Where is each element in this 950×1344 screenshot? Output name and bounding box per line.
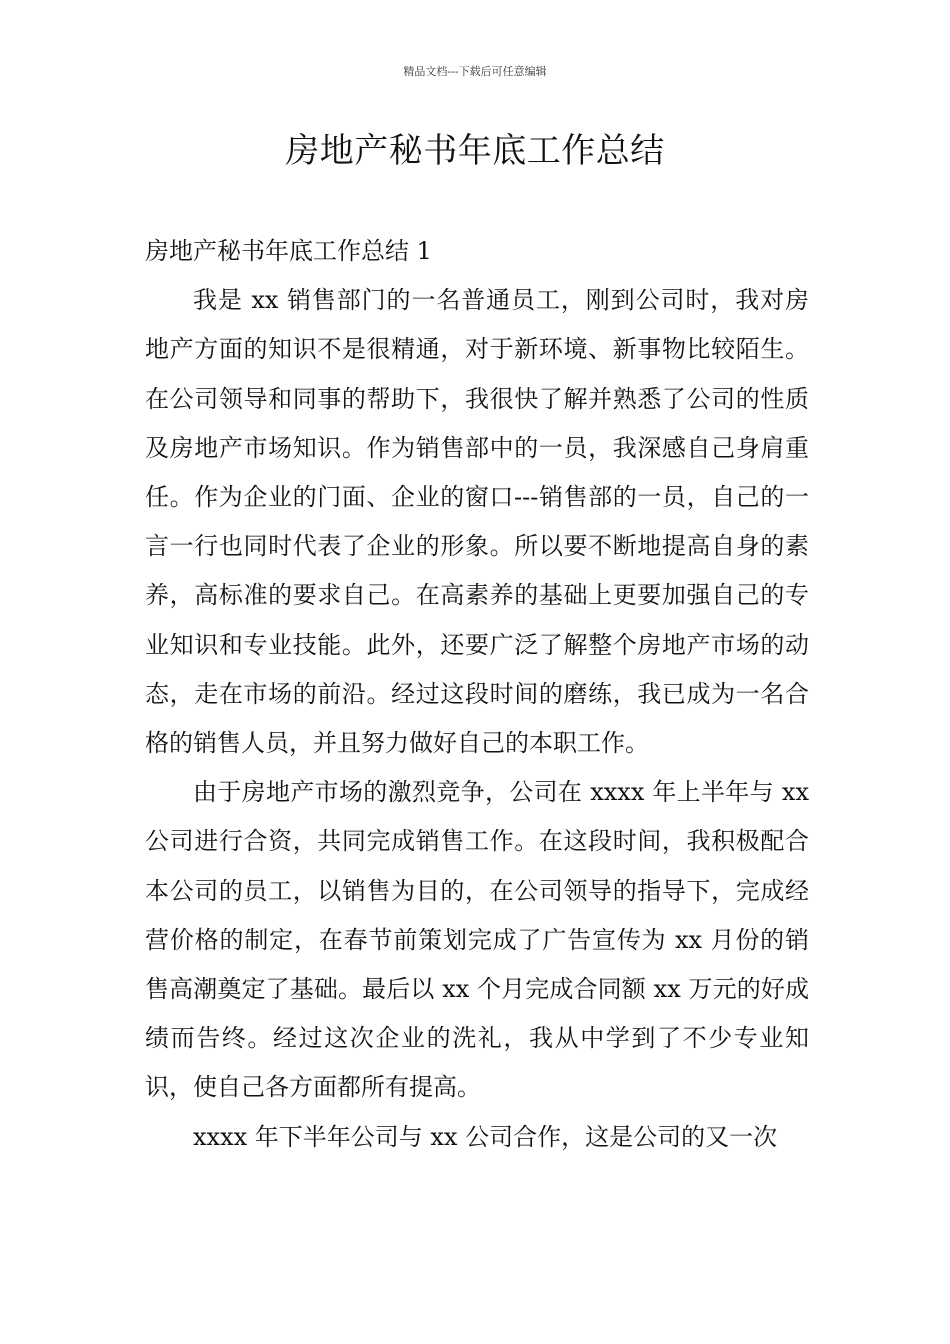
- page-header-note: 精品文档---下载后可任意编辑: [403, 65, 547, 78]
- document-title: 房地产秘书年底工作总结: [285, 131, 665, 171]
- section-heading: 房地产秘书年底工作总结 1: [145, 237, 432, 265]
- document-body: [145, 227, 809, 1162]
- body-paragraph-1: 我是 xx 销售部门的一名普通员工，刚到公司时，我对房地产方面的知识不是很精通，对于新环境、新事物比较陌生。在公司领导和同事的帮助下，我很快了解并熟悉了公司的性质及房地产市场知识。作为销售部中的一员，我深感自己身肩重任。作为企业的门面、企业的窗口---销售部的一员，自己的一言一行也同时代表了企业的形象。所以要不断地提高自身的素养，高标准的要求自己。在高素养的基础上更要加强自己的专业知识和专业技能。此外，还要广泛了解整个房地产市场的动态，走在市场的前沿。经过这段时间的磨练，我已成为一名合格的销售人员，并且努力做好自己的本职工作。: [145, 286, 809, 758]
- body-paragraph-3: xxxx 年下半年公司与 xx 公司合作，这是公司的又一次: [193, 1122, 778, 1151]
- body-paragraph-2: 由于房地产市场的激烈竞争，公司在 xxxx 年上半年与 xx 公司进行合资，共同完成销售工作。在这段时间，我积极配合本公司的员工，以销售为目的，在公司领导的指导下，完成经营价格的制定，在春节前策划完成了广告宣传为 xx 月份的销售高潮奠定了基础。最后以 xx 个月完成合同额 xx 万元的好成绩而告终。经过这次企业的洗礼，我从中学到了不少专业知识，使自己各方面都所有提高。: [145, 778, 809, 1102]
